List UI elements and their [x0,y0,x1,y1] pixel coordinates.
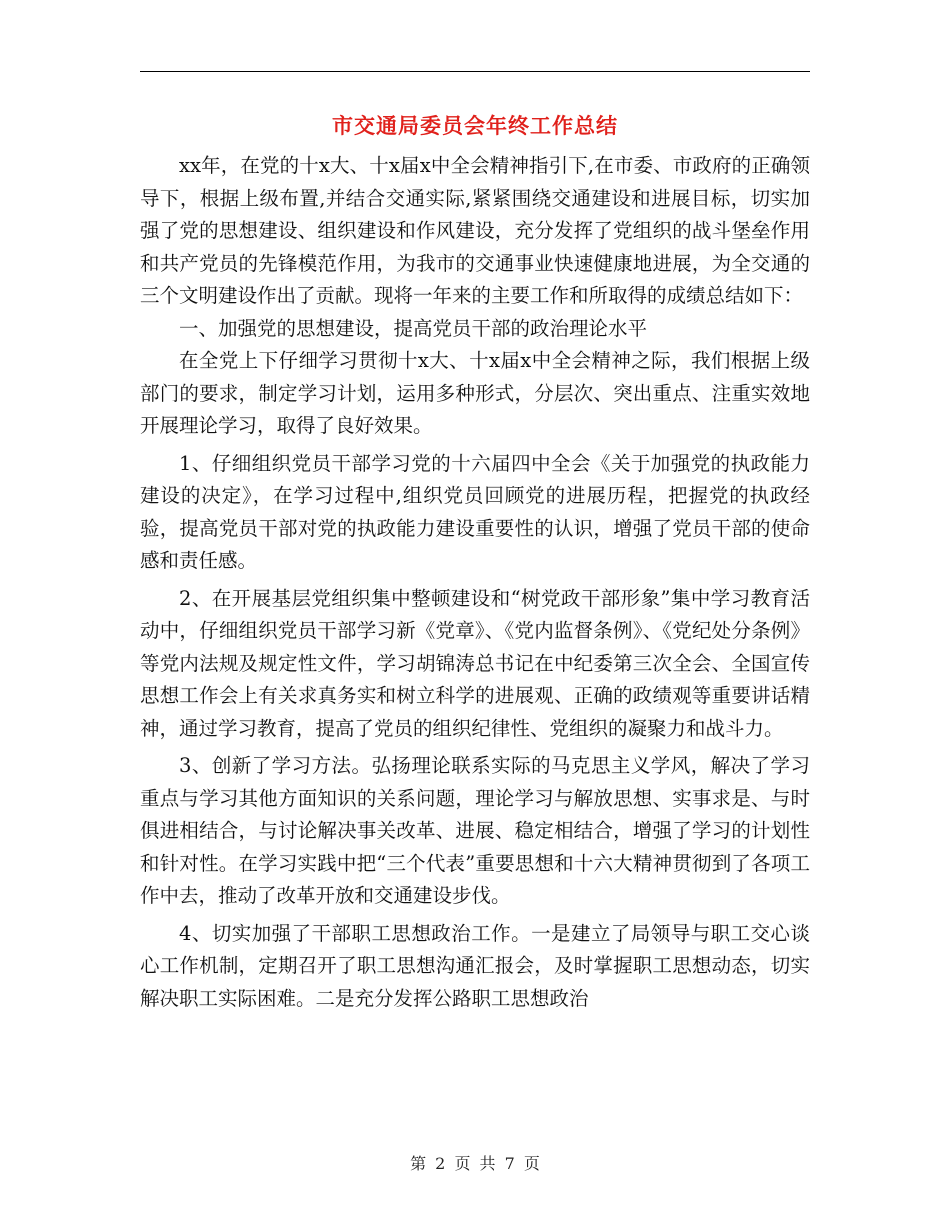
paragraph-intro: xx年，在党的十x大、十x届x中全会精神指引下,在市委、市政府的正确领导下，根据上级布置,并结合交通实际,紧紧围绕交通建设和进展目标，切实加强了党的思想建设、组织建设和作风建设，充分发挥了党组织的战斗堡垒作用和共产党员的先锋模范作用，为我市的交通事业快速健康地进展，为全交通的三个文明建设作出了贡献。现将一年来的主要工作和所取得的成绩总结如下： [140,154,810,307]
paragraph-item-1: 1、仔细组织党员干部学习党的十六届四中全会《关于加强党的执政能力建设的决定》，在学习过程中,组织党员回顾党的进展历程，把握党的执政经验，提高党员干部对党的执政能力建设重要性的认识，增强了党员干部的使命感和责任感。 [140,451,810,572]
header-rule [140,71,810,72]
section-heading-1: 一、加强党的思想建设，提高党员干部的政治理论水平 [179,316,648,340]
paragraph-item-2: 2、在开展基层党组织集中整顿建设和“树党政干部形象”集中学习教育活动中，仔细组织党员干部学习新《党章》、《党内监督条例》、《党纪处分条例》等党内法规及规定性文件，学习胡锦涛总书记在中纪委第三次全会、全国宣传思想工作会上有关求真务实和树立科学的进展观、正确的政绩观等重要讲话精神，通过学习教育，提高了党员的组织纪律性、党组织的凝聚力和战斗力。 [140,586,810,740]
paragraph-item-3: 3、创新了学习方法。弘扬理论联系实际的马克思主义学风，解决了学习重点与学习其他方面知识的关系问题，理论学习与解放思想、实事求是、与时俱进相结合，与讨论解决事关改革、进展、稳定相结合，增强了学习的计划性和针对性。在学习实践中把“三个代表”重要思想和十六大精神贯彻到了各项工作中去，推动了改革开放和交通建设步伐。 [140,754,810,907]
document-title: 市交通局委员会年终工作总结 [332,113,618,138]
document-body [140,150,810,1015]
paragraph-item-4: 4、切实加强了干部职工思想政治工作。一是建立了局领导与职工交心谈心工作机制，定期召开了职工思想沟通汇报会，及时掌握职工思想动态，切实解决职工实际困难。二是充分发挥公路职工思想政治 [140,921,810,1010]
paragraph-section-1-intro: 在全党上下仔细学习贯彻十x大、十x届x中全会精神之际，我们根据上级部门的要求，制定学习计划，运用多种形式，分层次、突出重点、注重实效地开展理论学习，取得了良好效果。 [140,349,810,437]
page-number-footer: 第 2 页 共 7 页 [410,1154,540,1173]
